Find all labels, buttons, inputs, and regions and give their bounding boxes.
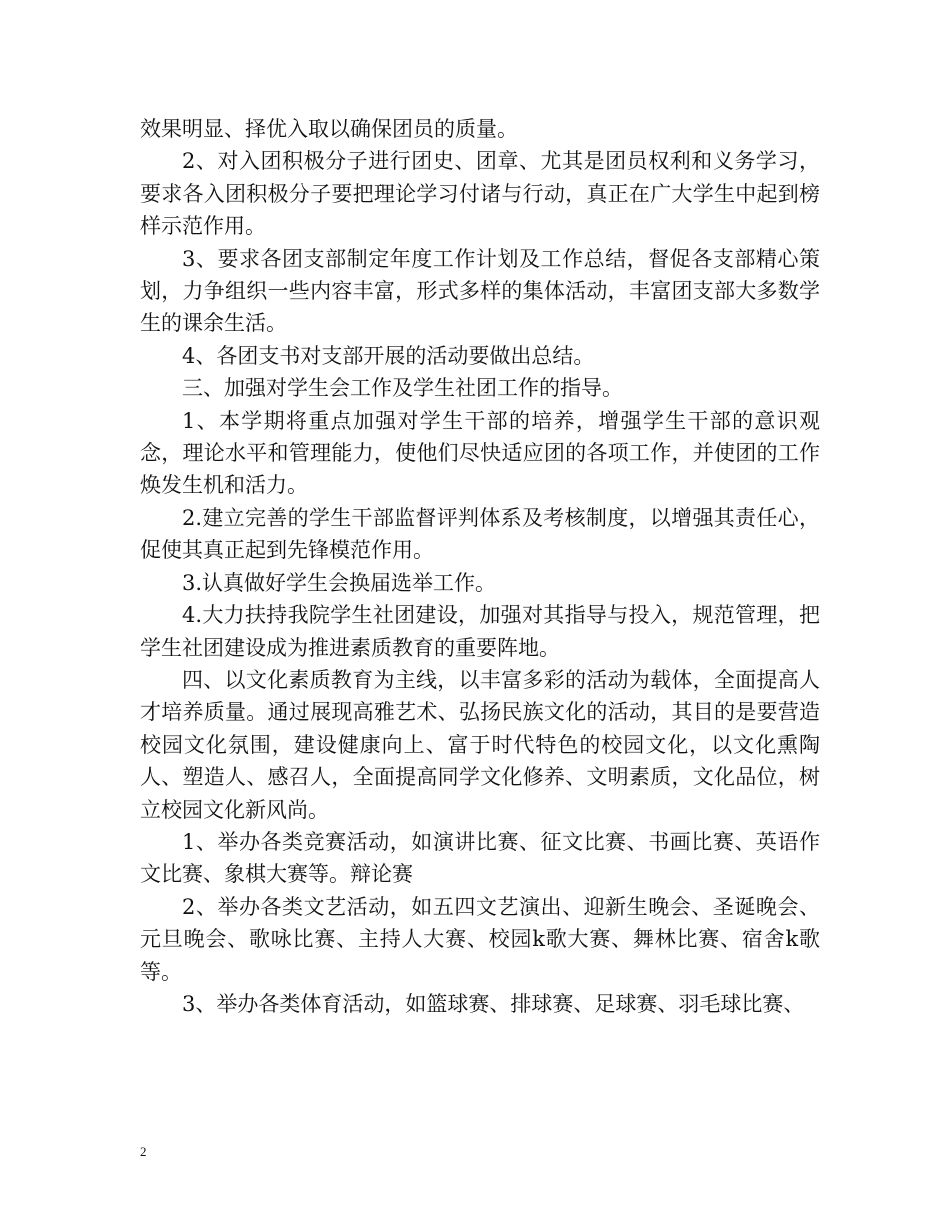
section-heading: 三、加强对学生会工作及学生社团工作的指导。 — [182, 376, 623, 401]
paragraph: 2、对入团积极分子进行团史、团章、尤其是团员权利和义务学习，要求各入团积极分子要把理论学习付诸与行动，真正在广大学生中起到榜样示范作用。 — [140, 149, 820, 239]
paragraph: 3、举办各类体育活动，如篮球赛、排球赛、足球赛、羽毛球比赛、 — [182, 991, 805, 1016]
document-body — [140, 113, 820, 1020]
paragraph: 1、举办各类竞赛活动，如演讲比赛、征文比赛、书画比赛、英语作文比赛、象棋大赛等。辩论赛 — [140, 829, 820, 887]
paragraph: 1、本学期将重点加强对学生干部的培养，增强学生干部的意识观念，理论水平和管理能力，使他们尽快适应团的各项工作，并使团的工作焕发生机和活力。 — [140, 408, 820, 498]
paragraph: 4、各团支书对支部开展的活动要做出总结。 — [182, 343, 595, 368]
paragraph: 3.认真做好学生会换届选举工作。 — [182, 570, 497, 595]
page-number: 2 — [140, 1144, 147, 1159]
paragraph: 效果明显、择优入取以确保团员的质量。 — [140, 117, 518, 141]
paragraph: 4.大力扶持我院学生社团建设，加强对其指导与投入，规范管理，把学生社团建设成为推进素质教育的重要阵地。 — [140, 603, 820, 660]
section-heading: 四、以文化素质教育为主线，以丰富多彩的活动为载体，全面提高人才培养质量。通过展现高雅艺术、弘扬民族文化的活动，其目的是要营造校园文化氛围，建设健康向上、富于时代特色的校园文化，以文化熏陶人、塑造人、感召人，全面提高同学文化修养、文明素质，文化品位，树立校园文化新风尚。 — [140, 667, 820, 822]
paragraph: 2.建立完善的学生干部监督评判体系及考核制度，以增强其责任心，促使其真正起到先锋模范作用。 — [140, 505, 820, 563]
paragraph: 3、要求各团支部制定年度工作计划及工作总结，督促各支部精心策划，力争组织一些内容丰富，形式多样的集体活动，丰富团支部大多数学生的课余生活。 — [140, 246, 820, 336]
paragraph: 2、举办各类文艺活动，如五四文艺演出、迎新生晚会、圣诞晚会、元旦晚会、歌咏比赛、主持人大赛、校园k歌大赛、舞林比赛、宿舍k歌等。 — [140, 894, 820, 984]
